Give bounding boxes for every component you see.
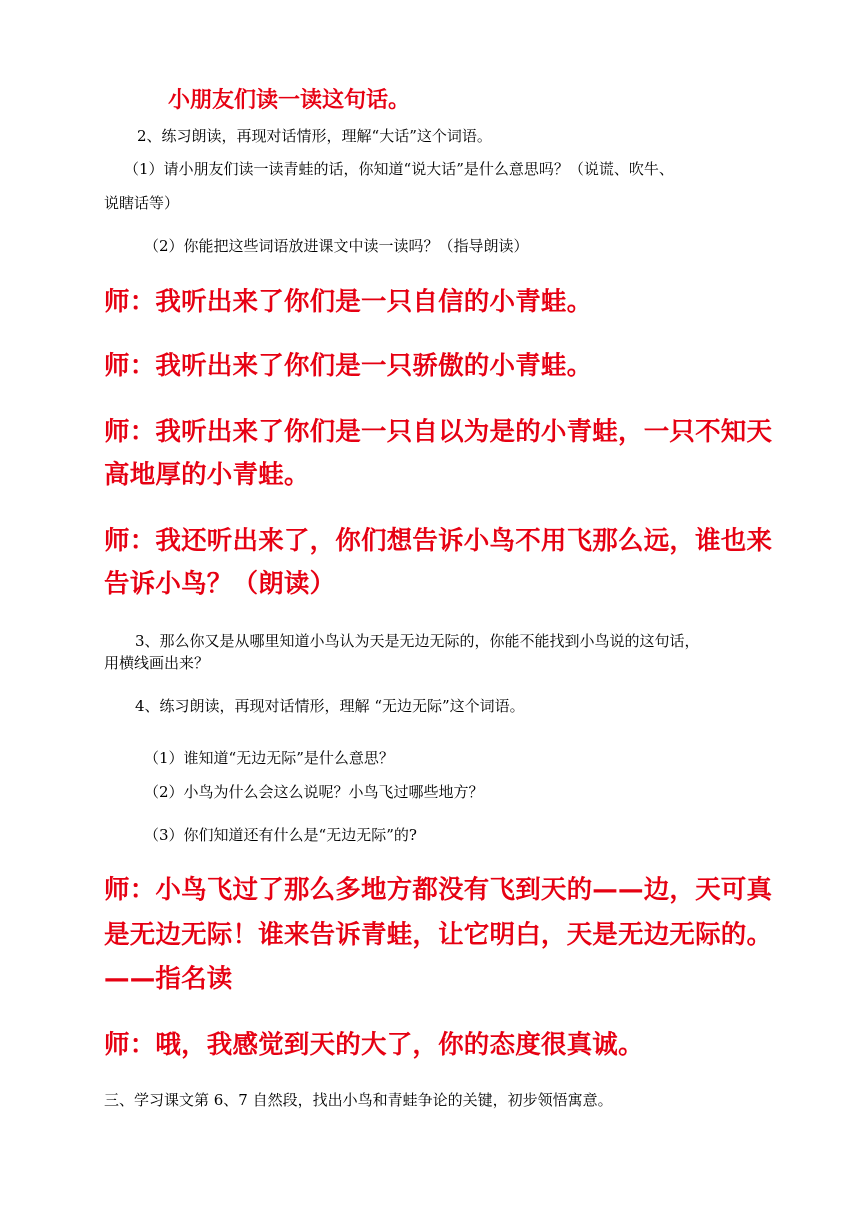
step-3-continued: 用横线画出来？ — [104, 654, 210, 672]
step-4-question-3: （3）你们知道还有什么是“无边无际”的? — [144, 826, 417, 844]
step-4-question-2: （2）小鸟为什么会这么说呢？小鸟飞过哪些地方？ — [144, 783, 484, 801]
question-1-continued: 说瞎话等） — [104, 194, 180, 212]
teacher-line-confident: 师：我听出来了你们是一只自信的小青蛙。 — [104, 287, 593, 317]
step-4-question-1: （1）谁知道“无边无际”是什么意思？ — [144, 749, 394, 767]
teacher-line-tell-bird: 师：我还听出来了，你们想告诉小鸟不用飞那么远，谁也来 — [104, 526, 773, 556]
teacher-line-proud: 师：我听出来了你们是一只骄傲的小青蛙。 — [104, 351, 593, 381]
teacher-line-conceited-continued: 高地厚的小青蛙。 — [104, 460, 310, 490]
step-3-text: 3、那么你又是从哪里知道小鸟认为天是无边无际的，你能不能找到小鸟说的这句话， — [135, 632, 700, 650]
teacher-line-tell-bird-continued: 告诉小鸟？（朗读） — [104, 569, 336, 599]
teacher-line-bird-flew-continued: 是无边无际！谁来告诉青蛙，让它明白，天是无边无际的。 — [104, 920, 773, 950]
step-4-text: 4、练习朗读，再现对话情形，理解 “无边无际”这个词语。 — [135, 697, 525, 715]
teacher-line-conceited: 师：我听出来了你们是一只自以为是的小青蛙，一只不知天 — [104, 417, 773, 447]
question-1-text: （1）请小朋友们读一读青蛙的话，你知道“说大话”是什么意思吗？（说谎、吹牛、 — [124, 160, 674, 178]
section-3-heading: 三、学习课文第 6、7 自然段，找出小鸟和青蛙争论的关键，初步领悟寓意。 — [104, 1091, 613, 1109]
step-2-text: 2、练习朗读，再现对话情形，理解“大话”这个词语。 — [137, 127, 492, 145]
teacher-line-bird-flew: 师：小鸟飞过了那么多地方都没有飞到天的——边，天可真 — [104, 875, 773, 905]
question-2-text: （2）你能把这些词语放进课文中读一读吗？（指导朗读） — [144, 237, 529, 255]
teacher-line-name-reader: ——指名读 — [104, 964, 233, 994]
teacher-line-sincere: 师：哦，我感觉到天的大了，你的态度很真诚。 — [104, 1030, 644, 1060]
red-heading-read-sentence: 小朋友们读一读这句话。 — [168, 88, 411, 113]
